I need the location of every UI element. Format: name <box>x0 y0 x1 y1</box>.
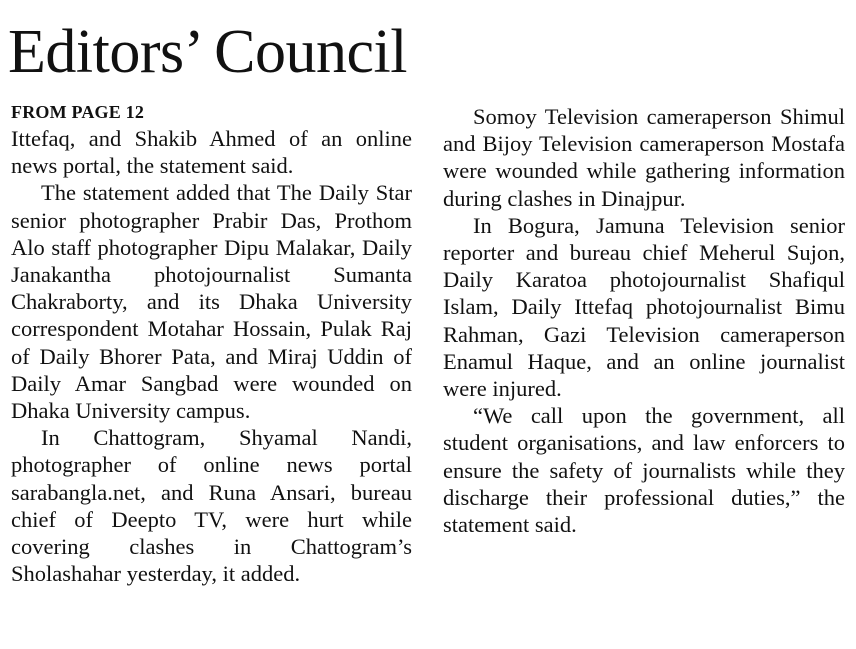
paragraph: In Bogura, Jamuna Television senior reporter and bureau chief Meherul Sujon, Daily Karatoa photojournalist Shafiqul Islam, Daily Ittefaq photojournalist Bimu Rahman, Gazi Television cameraperson Enamul Haque, and an online journalist were injured. <box>443 212 845 402</box>
headline: Editors’ Council <box>8 18 407 86</box>
paragraph: “We call upon the government, all student organisations, and law enforcers to ensure the safety of journalists while they discharge their professional duties,” the statement said. <box>443 403 845 538</box>
article-column-right <box>443 103 845 538</box>
paragraph: In Chattogram, Shyamal Nandi, photographer of online news portal sarabangla.net, and Runa Ansari, bureau chief of Deepto TV, were hurt while covering clashes in Chattogram’s Sholashahar yesterday, it added. <box>11 425 412 587</box>
paragraph: Somoy Television cameraperson Shimul and Bijoy Television cameraperson Mostafa were wounded while gathering information during clashes in Dinajpur. <box>443 104 845 211</box>
article-column-left <box>11 100 412 587</box>
paragraph: Ittefaq, and Shakib Ahmed of an online news portal, the statement said. <box>11 126 412 179</box>
continued-from-label: FROM PAGE 12 <box>11 102 145 122</box>
paragraph: The statement added that The Daily Star senior photographer Prabir Das, Prothom Alo staff photographer Dipu Malakar, Daily Janakantha photojournalist Sumanta Chakraborty, and its Dhaka University correspondent Motahar Hossain, Pulak Raj of Daily Bhorer Pata, and Miraj Uddin of Daily Amar Sangbad were wounded on Dhaka University campus. <box>11 180 412 424</box>
